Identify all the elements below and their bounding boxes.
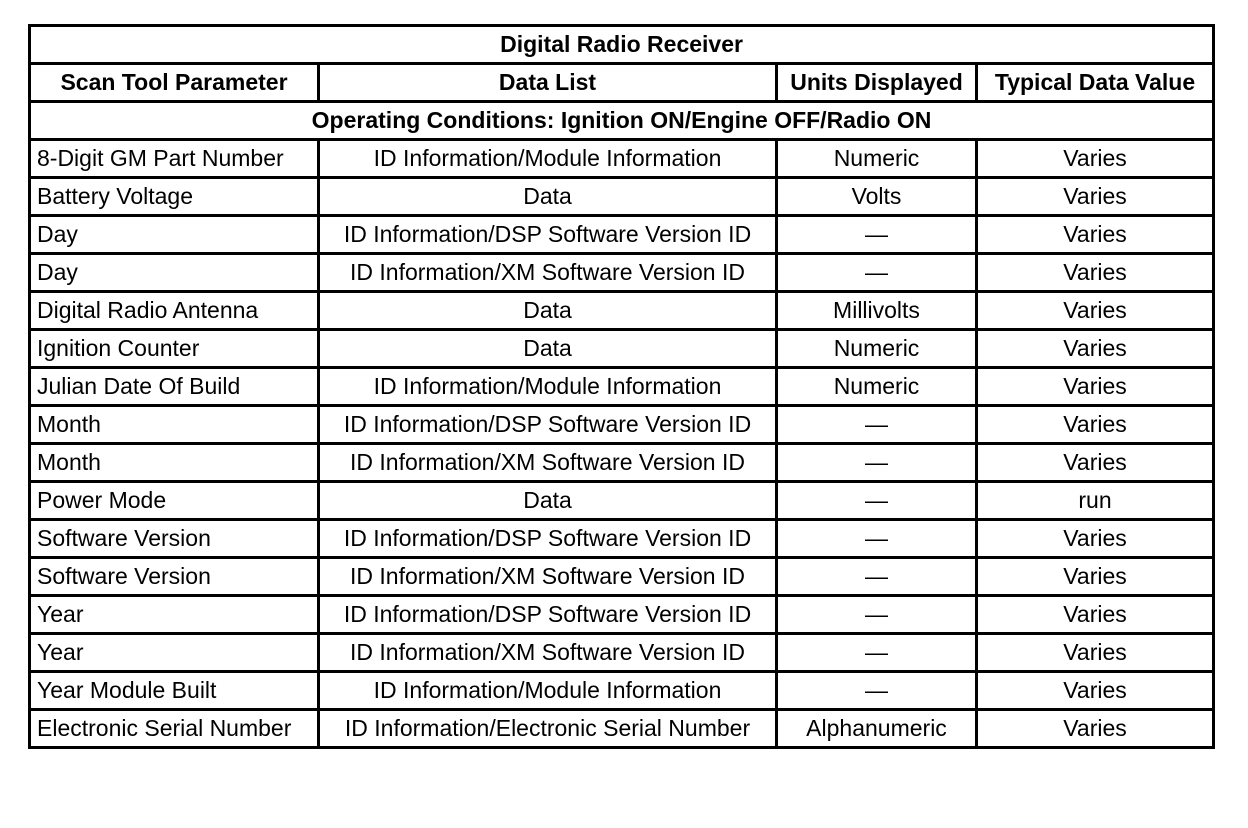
cell-typical-value: Varies [977, 672, 1214, 710]
cell-typical-value: Varies [977, 254, 1214, 292]
cell-units: Volts [777, 178, 977, 216]
table-row [30, 140, 1214, 178]
table-row [30, 558, 1214, 596]
table-row [30, 406, 1214, 444]
cell-data-list: ID Information/DSP Software Version ID [319, 406, 777, 444]
table-row [30, 292, 1214, 330]
cell-units: — [777, 216, 977, 254]
table-row [30, 368, 1214, 406]
header-row [30, 64, 1214, 102]
cell-units: — [777, 672, 977, 710]
table-row [30, 444, 1214, 482]
cell-parameter: Software Version [30, 558, 319, 596]
header-data-list: Data List [319, 64, 777, 102]
cell-units: — [777, 406, 977, 444]
cell-data-list: Data [319, 482, 777, 520]
header-units-displayed: Units Displayed [777, 64, 977, 102]
cell-parameter: Julian Date Of Build [30, 368, 319, 406]
cell-typical-value: Varies [977, 140, 1214, 178]
cell-data-list: ID Information/XM Software Version ID [319, 444, 777, 482]
cell-typical-value: Varies [977, 596, 1214, 634]
cell-data-list: ID Information/DSP Software Version ID [319, 596, 777, 634]
cell-units: Alphanumeric [777, 710, 977, 748]
cell-parameter: Month [30, 406, 319, 444]
cell-parameter: Year [30, 596, 319, 634]
cell-units: Numeric [777, 140, 977, 178]
cell-data-list: Data [319, 330, 777, 368]
cell-parameter: Ignition Counter [30, 330, 319, 368]
cell-units: — [777, 520, 977, 558]
cell-parameter: Digital Radio Antenna [30, 292, 319, 330]
cell-typical-value: Varies [977, 634, 1214, 672]
cell-data-list: ID Information/XM Software Version ID [319, 254, 777, 292]
cell-data-list: ID Information/DSP Software Version ID [319, 216, 777, 254]
table-row [30, 710, 1214, 748]
cell-typical-value: Varies [977, 216, 1214, 254]
cell-data-list: ID Information/XM Software Version ID [319, 634, 777, 672]
table-row [30, 482, 1214, 520]
cell-typical-value: Varies [977, 710, 1214, 748]
cell-parameter: Electronic Serial Number [30, 710, 319, 748]
cell-units: — [777, 254, 977, 292]
cell-parameter: Year [30, 634, 319, 672]
header-scan-tool-parameter: Scan Tool Parameter [30, 64, 319, 102]
table-row [30, 596, 1214, 634]
cell-data-list: Data [319, 178, 777, 216]
cell-typical-value: Varies [977, 406, 1214, 444]
cell-parameter: Software Version [30, 520, 319, 558]
table-row [30, 254, 1214, 292]
table-row [30, 216, 1214, 254]
cell-units: — [777, 444, 977, 482]
title-row [30, 26, 1214, 64]
cell-parameter: Power Mode [30, 482, 319, 520]
cell-typical-value: Varies [977, 520, 1214, 558]
cell-units: — [777, 596, 977, 634]
operating-conditions: Operating Conditions: Ignition ON/Engine OFF/Radio ON [30, 102, 1214, 140]
cell-data-list: ID Information/Module Information [319, 368, 777, 406]
cell-units: — [777, 634, 977, 672]
cell-data-list: Data [319, 292, 777, 330]
cell-data-list: ID Information/Module Information [319, 140, 777, 178]
cell-parameter: Day [30, 254, 319, 292]
cell-data-list: ID Information/Module Information [319, 672, 777, 710]
condition-row [30, 102, 1214, 140]
table-row [30, 330, 1214, 368]
cell-units: Numeric [777, 368, 977, 406]
cell-data-list: ID Information/Electronic Serial Number [319, 710, 777, 748]
cell-typical-value: Varies [977, 178, 1214, 216]
cell-units: — [777, 558, 977, 596]
table-title: Digital Radio Receiver [30, 26, 1214, 64]
table-row [30, 634, 1214, 672]
cell-typical-value: Varies [977, 558, 1214, 596]
header-typical-data-value: Typical Data Value [977, 64, 1214, 102]
cell-parameter: 8-Digit GM Part Number [30, 140, 319, 178]
table-row [30, 520, 1214, 558]
cell-parameter: Year Module Built [30, 672, 319, 710]
table-row [30, 178, 1214, 216]
digital-radio-receiver-table [28, 24, 1215, 749]
table-row [30, 672, 1214, 710]
cell-typical-value: Varies [977, 444, 1214, 482]
cell-units: — [777, 482, 977, 520]
cell-units: Numeric [777, 330, 977, 368]
cell-units: Millivolts [777, 292, 977, 330]
cell-data-list: ID Information/XM Software Version ID [319, 558, 777, 596]
cell-data-list: ID Information/DSP Software Version ID [319, 520, 777, 558]
cell-parameter: Day [30, 216, 319, 254]
cell-parameter: Battery Voltage [30, 178, 319, 216]
cell-parameter: Month [30, 444, 319, 482]
table-body [30, 140, 1214, 748]
cell-typical-value: Varies [977, 292, 1214, 330]
cell-typical-value: Varies [977, 368, 1214, 406]
cell-typical-value: run [977, 482, 1214, 520]
cell-typical-value: Varies [977, 330, 1214, 368]
